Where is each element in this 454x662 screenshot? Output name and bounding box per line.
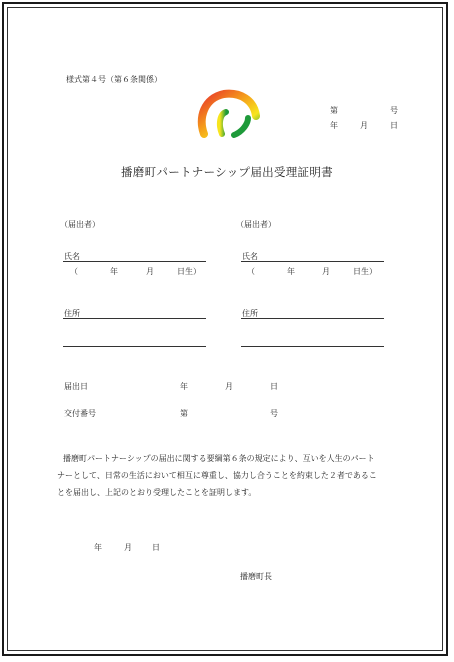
number-label: 第	[330, 106, 338, 115]
applicant-1-address-label: 住所	[64, 309, 80, 318]
issue-number-label: 交付番号	[64, 409, 96, 418]
filed-month: 月	[225, 382, 233, 391]
applicant-2-address-line-1	[241, 318, 384, 319]
certification-line-2: ナーとして、日常の生活において相互に尊重し、協力し合うことを約束した２者であるこ	[57, 471, 377, 480]
certification-line-3: とを届出し、上記のとおり受理したことを証明します。	[57, 488, 257, 497]
filed-date-label: 届出日	[64, 382, 88, 391]
applicant-1-birth-open: （	[70, 267, 78, 276]
header-date-month: 月	[360, 121, 368, 130]
applicant-2-name-line	[241, 261, 384, 262]
header-date-year: 年	[330, 121, 338, 130]
certification-text	[57, 450, 377, 501]
applicant-2-name-label: 氏名	[242, 252, 258, 261]
form-number: 様式第４号（第６条関係）	[66, 75, 162, 84]
header-date-day: 日	[390, 121, 398, 130]
filed-day: 日	[270, 382, 278, 391]
applicant-1-birth-month: 月	[146, 267, 154, 276]
applicant-1-header: （届出者）	[60, 220, 100, 229]
applicant-2-address-label: 住所	[242, 309, 258, 318]
signature-year: 年	[94, 543, 102, 552]
applicant-1-name-label: 氏名	[64, 252, 80, 261]
applicant-2-birth-year: 年	[287, 267, 295, 276]
applicant-1-address-line-2	[63, 346, 206, 347]
filed-year: 年	[180, 382, 188, 391]
issuer-name: 播磨町長	[240, 572, 272, 581]
applicant-2-header: （届出者）	[236, 220, 276, 229]
number-suffix: 号	[390, 106, 398, 115]
signature-month: 月	[124, 543, 132, 552]
applicant-1-birth-day: 日生）	[177, 267, 201, 276]
town-logo-icon	[196, 88, 260, 140]
applicant-2-birth-open: （	[247, 267, 255, 276]
document-title: 播磨町パートナーシップ届出受理証明書	[121, 165, 333, 179]
issue-number-prefix: 第	[180, 409, 188, 418]
applicant-2-birth-day: 日生）	[353, 267, 377, 276]
applicant-2-address-line-2	[241, 346, 384, 347]
applicant-1-address-line-1	[63, 318, 206, 319]
applicant-1-birth-year: 年	[110, 267, 118, 276]
applicant-2-birth-month: 月	[322, 267, 330, 276]
applicant-1-name-line	[63, 261, 206, 262]
signature-day: 日	[152, 543, 160, 552]
certification-line-1: 播磨町パートナーシップの届出に関する要綱第６条の規定により、互いを人生のパート	[63, 454, 375, 463]
issue-number-suffix: 号	[270, 409, 278, 418]
